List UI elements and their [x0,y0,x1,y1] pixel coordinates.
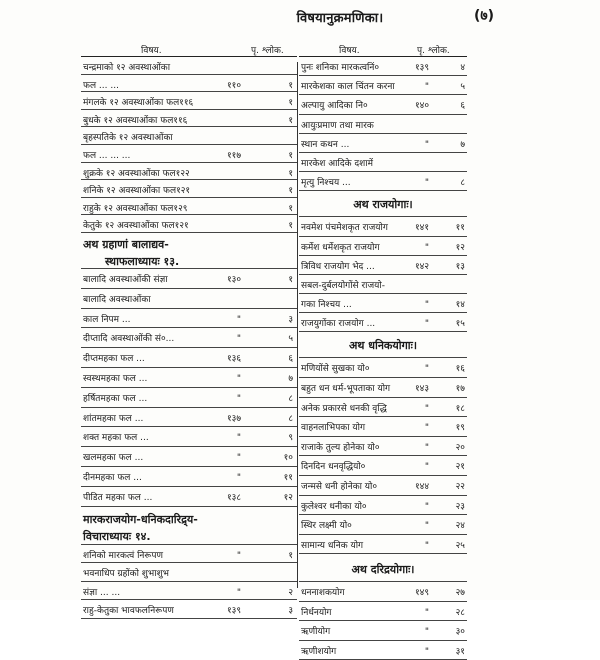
entry-verse: १ [288,550,293,561]
entry-verse: २१ [455,462,465,473]
index-entry [81,269,297,289]
entry-verse: २८ [455,607,465,618]
index-entry [81,163,297,181]
entry-title: मृत्यु निश्चय ... [301,178,351,189]
entry-title: सबल-दुर्बलयोगोंसे राजयो- [301,280,385,291]
section-heading: अथ राजयोगाः। [299,191,467,217]
index-entry [299,378,467,398]
entry-verse: २७ [455,588,465,599]
index-entry [299,256,467,275]
entry-page: " [424,521,429,532]
entry-verse: ७ [288,373,293,384]
entry-title: बहुत धन धर्म-भूपताका योग [301,384,391,395]
index-entry [299,153,467,172]
index-entry [299,358,467,378]
index-entry [81,563,297,582]
index-entry [81,198,297,216]
index-entry [81,447,297,467]
right-column [299,40,467,660]
entry-title: शुक्रके १२ अवस्थाओंका फल१२२ [83,168,190,179]
index-entry [81,75,297,93]
entry-page: " [424,501,429,512]
entry-verse: १ [288,221,293,232]
index-entry [299,476,467,496]
index-entry [299,515,467,535]
entry-page: १४९ [414,588,429,599]
index-entry [299,582,467,602]
index-entry [81,145,297,163]
index-entry [299,172,467,191]
entry-page: " [424,242,429,253]
entry-verse: १२ [455,242,465,253]
index-entry [81,215,297,233]
entry-title: नवमेश पंचमेशकृत राजयोग [301,223,388,234]
entry-verse: १९ [455,423,465,434]
index-entry [81,180,297,198]
entry-title: शक्त महका फल ... [83,433,149,444]
index-entry [81,328,297,348]
entry-title: कुलेश्वर धनीका यो० [301,501,367,512]
entry-page: " [236,373,241,384]
index-entry [299,398,467,418]
index-entry [299,417,467,437]
entry-title: दीप्तमहका फल ... [83,354,145,365]
entry-verse: १८ [455,403,465,414]
entry-title: सामान्य धनिक योग [301,540,364,551]
index-entry [299,275,467,294]
entry-verse: ३ [288,314,293,325]
entry-title: कर्मेश धर्मेशकृत राजयोग [301,242,380,253]
index-entry [299,641,467,660]
entry-title: शांतमहका फल ... [83,413,144,424]
section-heading: मारकराजयोग-धनिकदारिद्र्य- [83,512,198,526]
entry-title: खलमहका फल ... [83,453,144,464]
page-header-title: विषयानुक्रमणिका। [296,11,384,26]
entry-verse: १ [288,115,293,126]
entry-page: " [236,433,241,444]
entry-verse: ४ [460,63,465,73]
entry-page: " [424,462,429,473]
entry-page: " [236,453,241,464]
entry-page: १३७ [226,413,241,424]
entry-verse: ८ [288,413,293,424]
entry-page: १३९ [414,63,429,73]
index-entry [299,237,467,256]
entry-page: " [424,403,429,414]
page-verse-label: पृ. श्लोक. [251,46,284,56]
entry-page: ११७ [226,150,241,161]
entry-verse: १० [283,453,293,464]
index-entry [81,348,297,368]
entry-title: शनिके १२ अवस्थाओंका फल१२१ [83,186,191,197]
entry-page: १३९ [226,606,241,616]
entry-page: " [236,550,241,561]
entry-verse: ११ [455,223,465,234]
index-entry [81,127,297,145]
index-entry [81,309,297,329]
entry-verse: १ [288,186,293,197]
entry-verse: ३ [288,606,293,616]
entry-verse: ११ [283,472,293,483]
entry-page: " [424,300,429,311]
entry-verse: २४ [455,521,465,532]
index-entry [81,408,297,428]
entry-title: शनिको मारकत्वं निरूपण [83,550,164,561]
entry-verse: १ [288,150,293,161]
entry-verse: १ [288,274,293,285]
index-entry [299,437,467,457]
index-entry [81,289,297,309]
entry-title: राजाके तुल्य होनेका यो० [301,442,380,453]
entry-verse: १ [288,203,293,214]
row-rule [81,618,297,619]
entry-page: " [236,334,241,345]
entry-verse: १५ [455,319,465,330]
index-entry [299,76,467,95]
left-column-header [81,40,297,57]
section-heading: विचाराध्यायः १४. [81,528,297,545]
left-column [81,40,297,619]
index-entry [81,368,297,388]
entry-verse: १२ [283,492,293,503]
index-entry [81,92,297,110]
entry-page: " [236,587,241,598]
entry-verse: १ [288,168,293,179]
entry-verse: १६ [455,364,465,375]
page-verse-label: पृ. श्लोक. [417,46,450,56]
index-entry [81,600,297,619]
entry-verse: २ [288,587,293,598]
entry-page: १४१ [414,223,429,234]
index-entry [81,467,297,487]
entry-verse: १७ [455,384,465,395]
entry-title: मणियोंसे सुखका यो० [301,364,370,375]
entry-verse: ८ [288,393,293,404]
section-heading: अथ धनिकयोगाः। [299,332,467,358]
entry-title: मारकेशका काल चिंतन करना [301,82,395,93]
entry-title: अनेक प्रकारसे धनकी वृद्धि [301,403,387,414]
index-entry [81,582,297,601]
index-entry [299,602,467,622]
entry-title: बृहस्पतिके १२ अवस्थाओंका [83,133,173,144]
entry-verse: ७ [460,139,465,150]
entry-page: " [424,442,429,453]
index-entry [299,57,467,76]
entry-title: स्थिर लक्ष्मी यो० [301,521,352,532]
entry-page: १४३ [414,384,429,395]
index-entry [299,313,467,332]
entry-title: स्वस्थमहका फल ... [83,373,148,384]
entry-title: चन्द्रमाको १२ अवस्थाओंका [83,63,171,73]
entry-title: मारकेश आदिके दशामें [301,158,373,169]
index-entry [299,496,467,516]
entry-title: फल ... ... ... [83,150,131,161]
entry-title: वाहनलाभिपका योग [301,423,366,434]
entry-title: दीनमहका फल ... [83,472,142,483]
entry-title: स्थान कथन ... [301,139,350,150]
index-entry [81,487,297,507]
entry-title: राहु-केतुका भावफलनिरूपण [83,606,174,616]
entry-title: दीप्तादि अवस्थाओंकी सं०... [83,334,175,345]
subject-label: विषय. [141,46,162,56]
subject-label: विषय. [339,46,360,56]
entry-page: १३८ [226,492,241,503]
entry-verse: ६ [460,101,465,112]
entry-page: १४४ [414,482,429,492]
entry-title: फल ... ... [83,80,119,91]
entry-verse: २५ [455,540,465,551]
entry-title: आयुःप्रमाण तथा मारक [301,120,374,131]
entry-verse: १४ [455,300,465,311]
entry-title: केतुके १२ अवस्थाओंका फल१२१ [83,221,189,232]
entry-page: १३० [226,274,241,285]
entry-verse: ३० [455,627,465,638]
entry-title: गका निश्चय ... [301,300,352,311]
entry-page: " [424,646,429,657]
entry-title: बालादि अवस्थाओंकी संज्ञा [83,274,168,285]
section-heading: अथ ग्रहाणां बालाद्यव- [83,237,169,251]
index-entry [299,294,467,313]
entry-verse: ३१ [455,646,465,657]
entry-page: " [424,319,429,330]
entry-page: " [424,82,429,93]
index-entry [81,427,297,447]
entry-title: ऋणीशयोग [301,646,337,657]
index-entry [299,217,467,236]
entry-verse: १ [288,98,293,109]
entry-page: १३६ [226,354,241,365]
index-entry [299,134,467,153]
entry-title: बालादि अवस्थाओंका [83,294,151,305]
entry-title: निर्धनयोग [301,607,332,618]
entry-title: त्रिविध राजयोग भेद ... [301,261,375,272]
index-entry [299,621,467,641]
entry-page: " [236,314,241,325]
entry-title: भवनाधिप ग्रहोंको शुभाशुभ [83,569,170,579]
entry-title: जन्मसे धनी होनेका यो० [301,482,378,492]
index-entry [81,57,297,75]
entry-verse: ९ [288,433,293,444]
entry-verse: २३ [455,501,465,512]
entry-page: " [236,393,241,404]
entry-page: " [424,423,429,434]
entry-title: मंगलके १२ अवस्थाओंका फल११६ [83,98,194,109]
entry-title: अल्पायु आदिका नि० [301,101,368,112]
index-entry [299,456,467,476]
entry-page: " [424,139,429,150]
entry-verse: ६ [288,354,293,365]
entry-title: धननाशकयोग [301,588,345,599]
entry-page: " [424,364,429,375]
entry-verse: १३ [455,261,465,272]
entry-title: काल निपम ... [83,314,131,325]
entry-title: पीडित महका फल ... [83,492,153,503]
index-entry [81,110,297,128]
entry-verse: ५ [288,334,293,345]
entry-page: १४० [414,101,429,112]
entry-verse: १ [288,80,293,91]
entry-title: राजयुगोंका राजयोग ... [301,319,376,330]
index-entry [299,115,467,134]
entry-title: हर्षितमहका फल ... [83,393,148,404]
entry-verse: २२ [455,482,465,492]
column-divider [297,62,298,588]
entry-page: ११० [226,80,241,91]
page-number: (७) [474,8,495,24]
entry-title: राहुके १२ अवस्थाओंका फल१२९ [83,203,188,214]
index-entry [81,545,297,564]
section-heading: अथ दरिद्रयोगाः। [299,554,467,582]
entry-verse: ८ [460,178,465,189]
entry-title: ऋणीयोग [301,627,331,638]
entry-title: पुनः शनिका मारकत्वनिं० [301,63,380,73]
entry-page: " [424,540,429,551]
entry-page: १४२ [414,261,429,272]
entry-page: " [424,178,429,189]
section-heading: स्थाफलाध्यायः १३. [81,253,297,269]
index-entry [81,388,297,408]
entry-page: " [236,472,241,483]
index-entry [299,95,467,114]
entry-page: " [424,627,429,638]
entry-title: बुधके १२ अवस्थाओंका फल११६ [83,115,188,126]
entry-page: " [424,607,429,618]
entry-title: संज्ञा ... ... [83,587,121,598]
entry-title: दिनदिन धनवृद्धियो० [301,462,366,473]
index-entry [299,535,467,555]
entry-verse: २० [455,442,465,453]
entry-verse: ५ [460,82,465,93]
right-column-header [299,40,467,57]
